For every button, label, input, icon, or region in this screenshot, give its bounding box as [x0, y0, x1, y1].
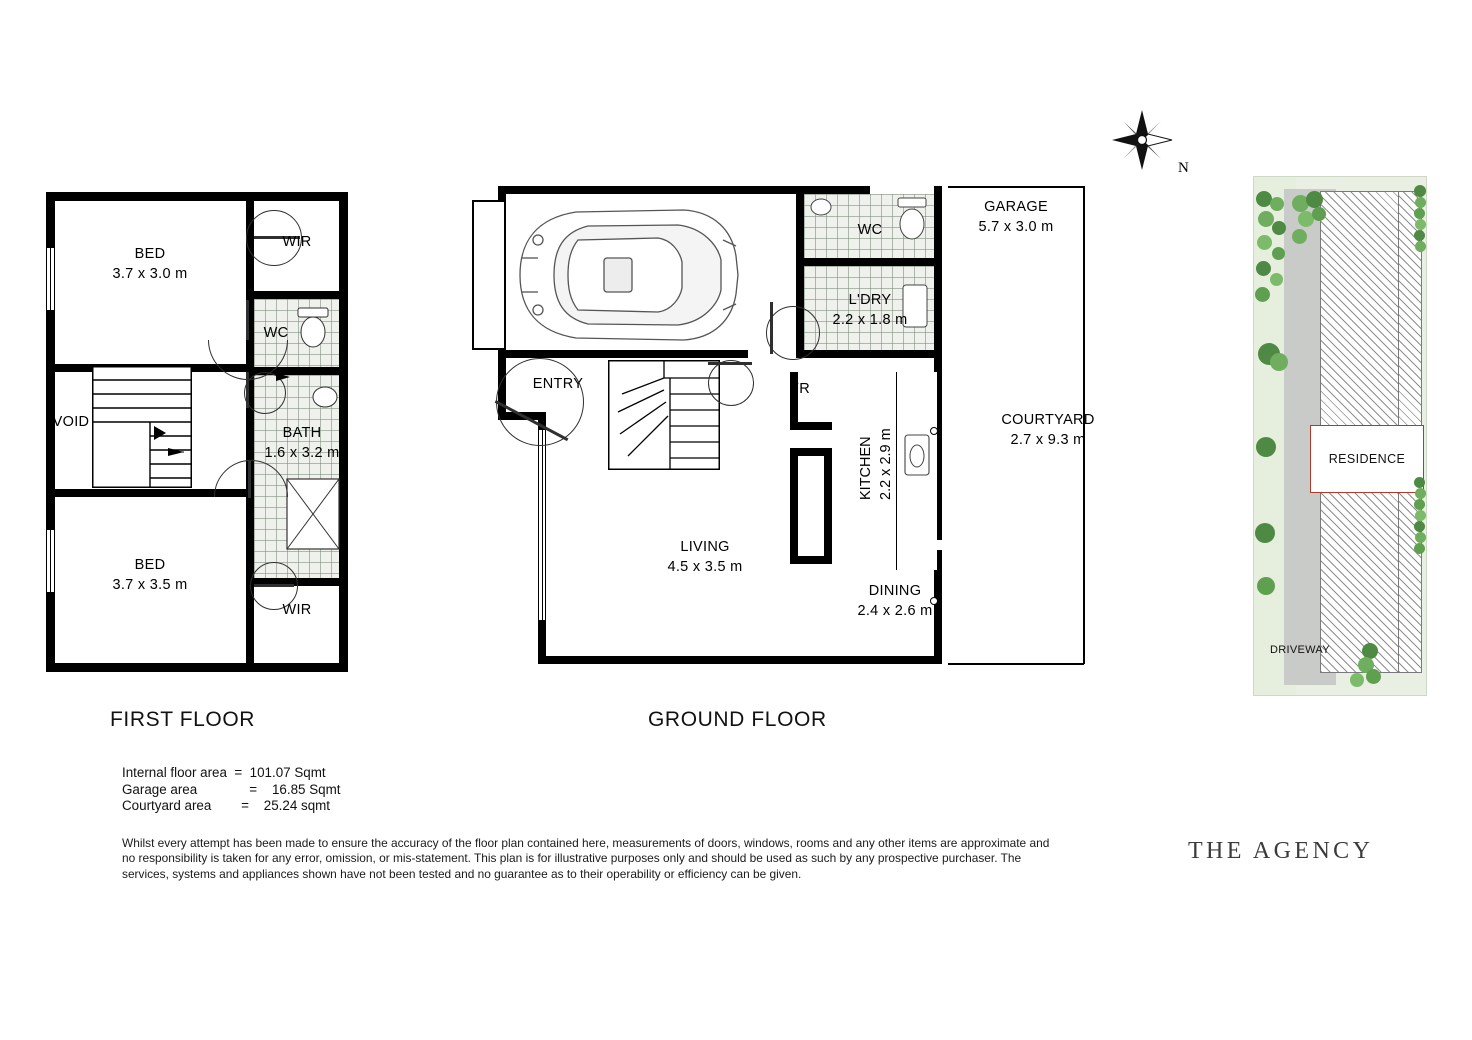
brand-logo: THE AGENCY: [1188, 838, 1374, 864]
room-label-wir-bottom: WIR: [282, 602, 312, 618]
site-residence-highlight: RESIDENCE: [1310, 425, 1424, 493]
room-label-wc-ground: WC: [857, 222, 883, 238]
room-label-kitchen: KITCHEN: [858, 436, 874, 500]
kitchen-sink-icon: [902, 432, 932, 483]
room-label-dining: DINING 2.4 x 2.6 m: [857, 583, 933, 619]
site-driveway-label: DRIVEWAY: [1270, 644, 1330, 656]
first-floor-plan: [0, 0, 420, 740]
room-label-laundry: L'DRY 2.2 x 1.8 m: [832, 292, 908, 328]
disclaimer-text: Whilst every attempt has been made to ensure the accuracy of the floor plan contained here, measurements of doors, windows, rooms and any other items are approximate and no responsibility is taken for any error, omission, or mis-statement. This plan is for illustrative purposes only and should be used as such by any prospective purchaser. The services, systems and appliances shown have not been tested and no guarantee as to their operability or efficiency can be given.: [122, 836, 1050, 881]
first-floor-title: FIRST FLOOR: [110, 708, 256, 731]
room-label-bed-1: BED 3.7 x 3.0 m: [112, 246, 188, 282]
bath-entry-arrow-icon: [276, 370, 298, 389]
room-label-entry: ENTRY: [532, 376, 584, 392]
ground-floor-title: GROUND FLOOR: [648, 708, 827, 731]
room-label-wc-first: WC: [263, 325, 289, 341]
compass-north-label: N: [1178, 160, 1189, 176]
ground-floor-stairs: [608, 360, 720, 470]
room-label-bath: BATH 1.6 x 3.2 m: [264, 425, 340, 461]
shower-fixture-icon: [285, 477, 341, 556]
garage-door: [472, 200, 506, 350]
basin-fixture-icon: [310, 382, 340, 417]
door-swing-understair: [708, 360, 754, 406]
room-label-garage: GARAGE 5.7 x 3.0 m: [978, 199, 1054, 235]
first-floor-stairs: [92, 366, 192, 488]
door-swing-entry: [496, 358, 584, 446]
room-label-fridge: FR: [790, 381, 810, 397]
car-icon: [508, 200, 748, 355]
wc-basin-icon: [808, 196, 834, 223]
room-label-void: VOID: [52, 414, 90, 430]
stair-direction-arrow-icon: [168, 445, 190, 464]
room-label-kitchen-dim: 2.2 x 2.9 m: [878, 428, 894, 500]
room-label-bed-2: BED 3.7 x 3.5 m: [112, 557, 188, 593]
area-summary: Internal floor area = 101.07 Sqmt Garage area = 16.85 Sqmt Courtyard area = 25.24 sqmt: [122, 765, 341, 814]
compass-rose-icon: [1110, 108, 1200, 188]
site-plan: [1253, 176, 1427, 696]
ground-floor-plan: [460, 0, 1120, 740]
room-label-courtyard: COURTYARD 2.7 x 9.3 m: [1001, 412, 1095, 448]
room-label-wir-top: WIR: [282, 234, 312, 250]
room-label-living: LIVING 4.5 x 3.5 m: [667, 539, 743, 575]
